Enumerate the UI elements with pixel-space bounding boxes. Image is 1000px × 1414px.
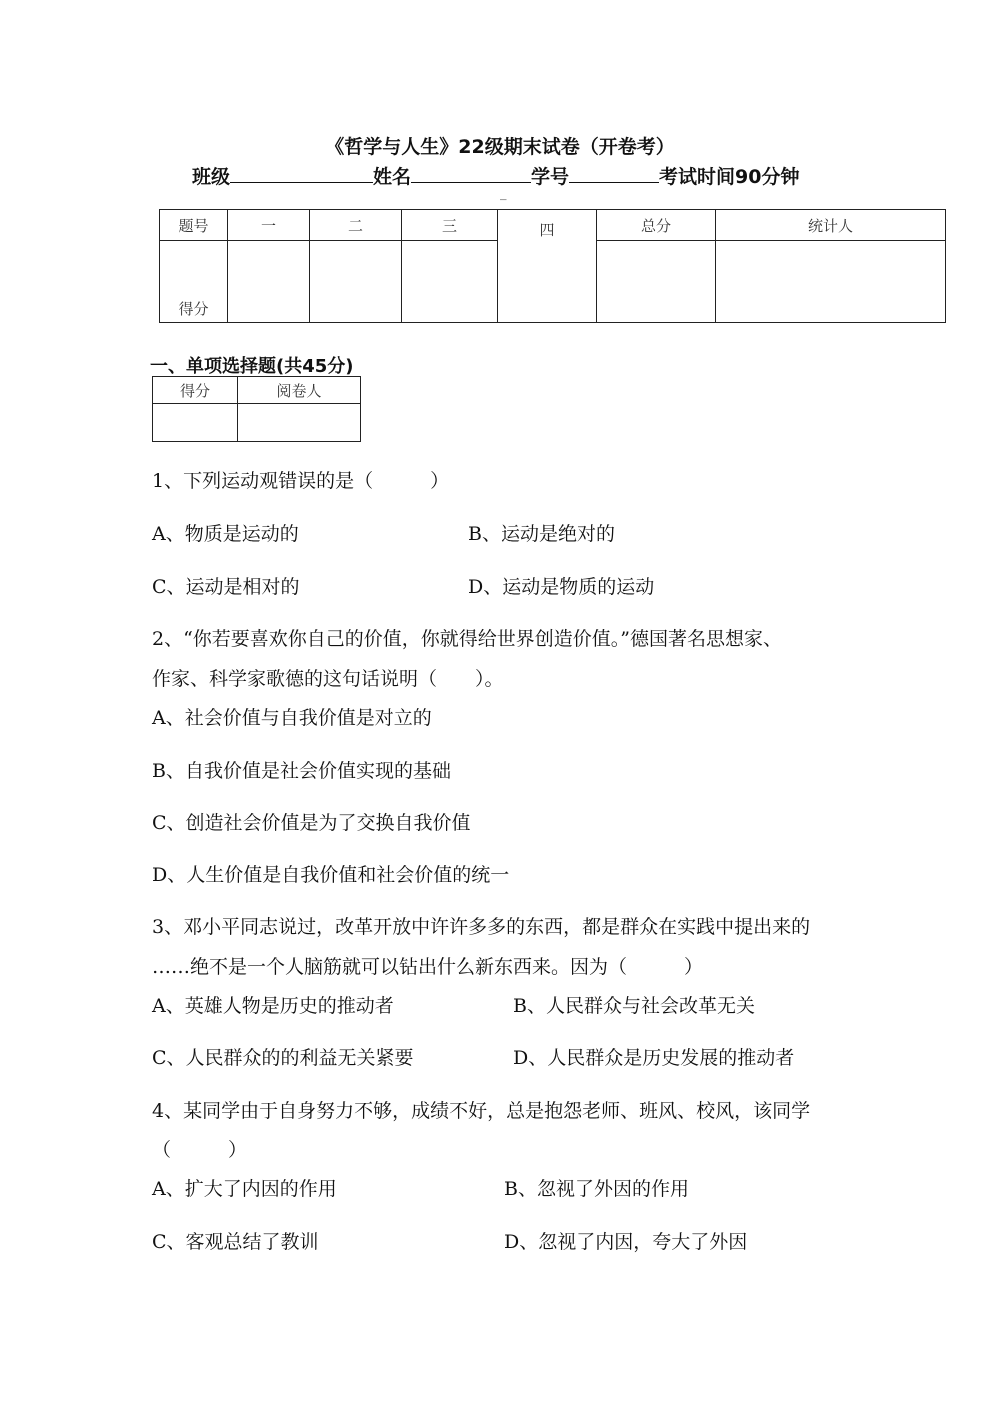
- section-title: 一、单项选择题(共45分): [150, 356, 354, 377]
- student-id-label: 学号: [531, 166, 570, 188]
- question-2-stem-line-2: 作家、科学家歌德的这句话说明（ ）。: [152, 668, 504, 690]
- question-3-option-b: B、人民群众与社会改革无关: [513, 995, 755, 1017]
- question-1-option-b: B、运动是绝对的: [468, 523, 615, 545]
- stray-mark: _: [500, 186, 507, 201]
- score-table: [159, 209, 946, 323]
- score-header-counter: 统计人: [716, 210, 946, 241]
- score-cell: [716, 241, 946, 323]
- grader-header-reviewer: 阅卷人: [238, 377, 361, 404]
- score-cell: [597, 241, 716, 323]
- exam-title: 《哲学与人生》22级期末试卷（开卷考）: [325, 136, 675, 158]
- score-header-2: 二: [310, 210, 402, 241]
- exam-time: 考试时间90分钟: [659, 166, 800, 188]
- question-4-option-b: B、忽视了外因的作用: [504, 1178, 689, 1200]
- score-cell: [402, 241, 498, 323]
- question-1-option-c: C、运动是相对的: [152, 576, 300, 598]
- grader-header-score: 得分: [153, 377, 238, 404]
- score-header-total: 总分: [597, 210, 716, 241]
- question-3-option-d: D、人民群众是历史发展的推动者: [513, 1047, 795, 1069]
- class-blank: [230, 162, 373, 183]
- question-4-option-c: C、客观总结了教训: [152, 1231, 319, 1253]
- grader-table: [152, 376, 361, 442]
- score-header-4: 四: [498, 210, 597, 323]
- question-2-option-d: D、人生价值是自我价值和社会价值的统一: [152, 864, 510, 886]
- question-4-stem-line-2: （ ）: [152, 1139, 248, 1161]
- question-1-option-d: D、运动是物质的运动: [468, 576, 655, 598]
- question-2-option-a: A、社会价值与自我价值是对立的: [152, 707, 432, 729]
- question-3-option-a: A、英雄人物是历史的推动者: [152, 995, 394, 1017]
- score-cell: [228, 241, 310, 323]
- question-1-option-a: A、物质是运动的: [152, 523, 299, 545]
- score-cell: [310, 241, 402, 323]
- student-info-line: [192, 162, 832, 189]
- question-3-stem-line-2: ……绝不是一个人脑筋就可以钻出什么新东西来。因为（ ）: [152, 956, 704, 978]
- question-4-option-d: D、忽视了内因，夸大了外因: [504, 1231, 748, 1253]
- grader-cell: [153, 404, 238, 442]
- score-header-3: 三: [402, 210, 498, 241]
- question-4-stem-line-1: 4、某同学由于自身努力不够，成绩不好，总是抱怨老师、班风、校风，该同学: [152, 1100, 811, 1122]
- score-header-1: 一: [228, 210, 310, 241]
- name-blank: [411, 162, 531, 183]
- question-1-stem: 1、下列运动观错误的是（ ）: [152, 470, 450, 492]
- student-id-blank: [569, 162, 659, 183]
- question-3-stem-line-1: 3、邓小平同志说过，改革开放中许许多多的东西，都是群众在实践中提出来的: [152, 916, 811, 938]
- question-2-option-c: C、创造社会价值是为了交换自我价值: [152, 812, 471, 834]
- question-2-stem-line-1: 2、“你若要喜欢你自己的价值，你就得给世界创造价值。”德国著名思想家、: [152, 628, 783, 650]
- question-3-option-c: C、人民群众的的利益无关紧要: [152, 1047, 414, 1069]
- question-2-option-b: B、自我价值是社会价值实现的基础: [152, 760, 451, 782]
- name-label: 姓名: [373, 166, 412, 188]
- score-row-label: 得分: [160, 241, 228, 323]
- grader-cell: [238, 404, 361, 442]
- class-label: 班级: [192, 166, 231, 188]
- score-header-number: 题号: [160, 210, 228, 241]
- question-4-option-a: A、扩大了内因的作用: [152, 1178, 337, 1200]
